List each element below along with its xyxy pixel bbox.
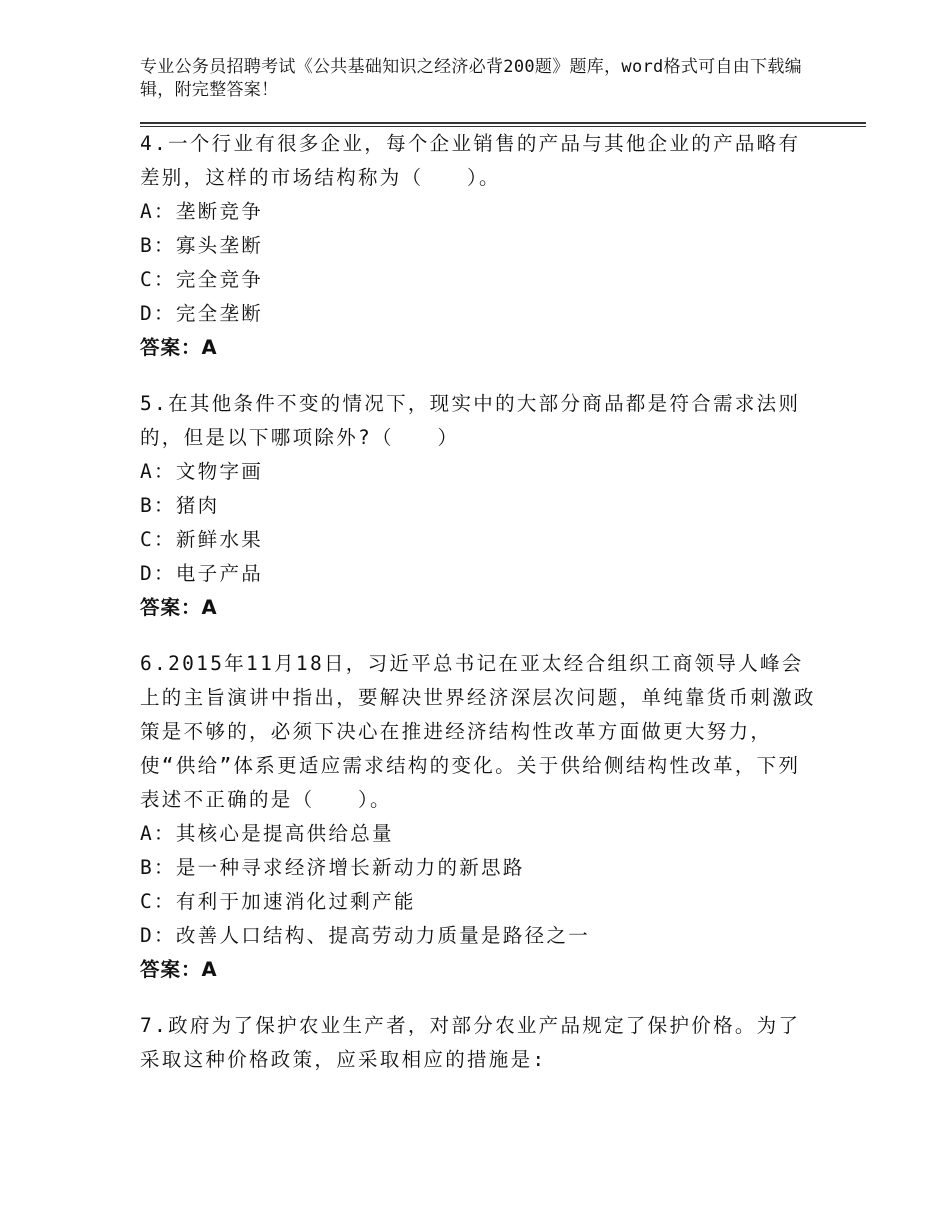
option-b: B：是一种寻求经济增长新动力的新思路 — [140, 856, 525, 879]
option-d: D：完全垄断 — [140, 302, 264, 325]
answer-line: 答案：A — [140, 336, 218, 359]
option-a: A：其核心是提高供给总量 — [140, 822, 394, 845]
question-5 — [140, 387, 820, 625]
document-header: 专业公务员招聘考试《公共基础知识之经济必背200题》题库，word格式可自由下载编辑，附完整答案！ — [140, 57, 802, 100]
option-d: D：电子产品 — [140, 562, 264, 585]
question-4 — [140, 126, 820, 365]
option-c: C：新鲜水果 — [140, 528, 264, 551]
option-b: B：寡头垄断 — [140, 234, 264, 257]
header-rule-thick — [140, 122, 866, 124]
option-b: B：猪肉 — [140, 494, 220, 517]
question-stem: 5.在其他条件不变的情况下，现实中的大部分商品都是符合需求法则的，但是以下哪项除外?（ ） — [140, 392, 801, 449]
option-d: D：改善人口结构、提高劳动力质量是路径之一 — [140, 924, 591, 947]
option-a: A：垄断竞争 — [140, 200, 264, 223]
question-7 — [140, 1009, 820, 1077]
question-stem: 6.2015年11月18日，习近平总书记在亚太经合组织工商领导人峰会上的主旨演讲中指出，要解决世界经济深层次问题，单纯靠货币刺激政策是不够的，必须下决心在推进经济结构性改革方面做更大努力，使“供给”体系更适应需求结构的变化。关于供给侧结构性改革，下列表述不正确的是（ ）。 — [140, 652, 816, 811]
question-list — [140, 126, 820, 1099]
answer-line: 答案：A — [140, 958, 218, 981]
option-c: C：完全竞争 — [140, 268, 264, 291]
option-a: A：文物字画 — [140, 460, 264, 483]
option-c: C：有利于加速消化过剩产能 — [140, 890, 416, 913]
question-stem: 7.政府为了保护农业生产者，对部分农业产品规定了保护价格。为了采取这种价格政策，应采取相应的措施是: — [140, 1014, 801, 1071]
question-stem: 4.一个行业有很多企业，每个企业销售的产品与其他企业的产品略有差别，这样的市场结构称为（ ）。 — [140, 132, 801, 189]
question-6 — [140, 647, 820, 987]
answer-line: 答案：A — [140, 596, 218, 619]
